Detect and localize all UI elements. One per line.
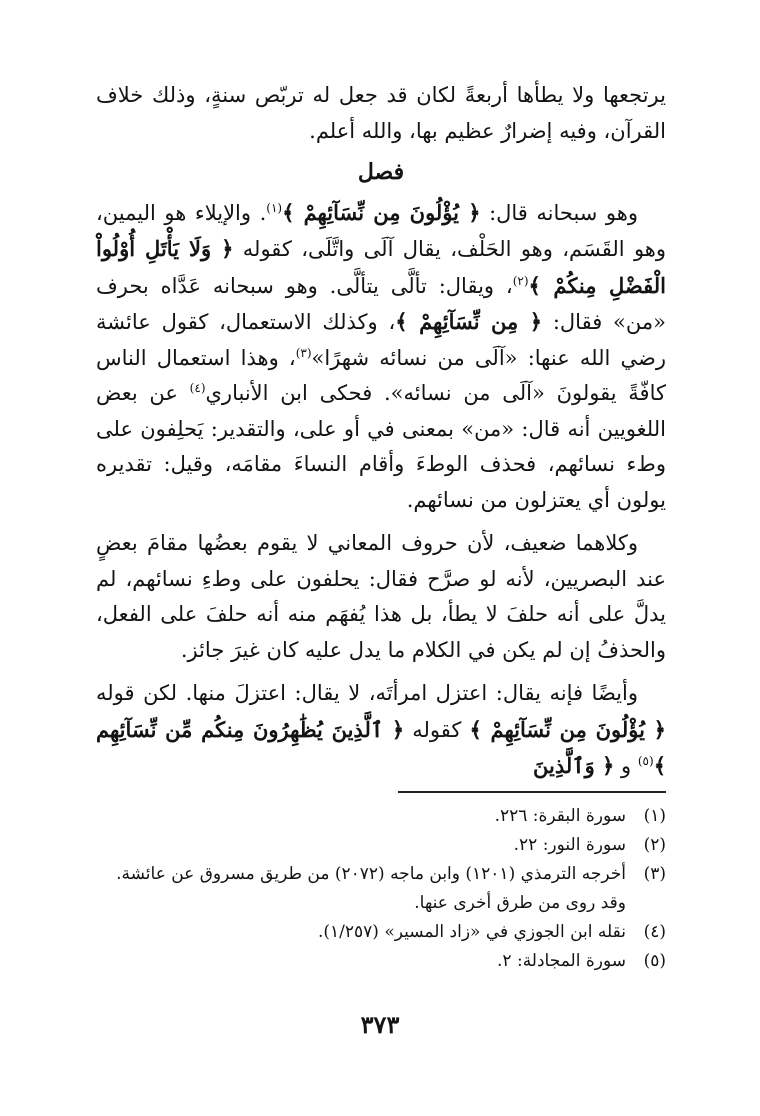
footnote-text: سورة البقرة: ٢٢٦. — [494, 806, 626, 826]
page-number: ٣٧٣ — [360, 1010, 400, 1039]
text-run: و — [614, 754, 638, 778]
quran-verse: ﴿ يُؤْلُونَ مِن نِّسَآئِهِمْ ﴾ — [282, 199, 481, 225]
footnote-5 — [96, 947, 666, 976]
main-text — [96, 78, 666, 785]
footnotes — [96, 802, 666, 976]
footnote-ref[interactable]: (٤) — [189, 381, 206, 395]
footnote-1 — [96, 802, 666, 831]
footnote-ref[interactable]: (٢) — [512, 273, 529, 288]
footnote-number: (٢) — [643, 835, 666, 855]
footnote-number: (٤) — [643, 922, 666, 942]
footnote-3 — [96, 860, 666, 889]
footnote-ref[interactable]: (٥) — [637, 754, 654, 768]
footnote-number: (٥) — [643, 951, 666, 971]
footnote-2 — [96, 831, 666, 860]
quran-verse: ﴿ ٱلَّذِينَ يُظَٰهِرُونَ مِنكُم مِّن نِّسَآئِهِم ﴾ — [96, 716, 666, 778]
quran-verse: ﴿ يُؤْلُونَ مِن نِّسَآئِهِمْ ﴾ — [469, 716, 666, 742]
paragraph-4 — [96, 676, 666, 785]
footnote-text: نقله ابن الجوزي في «زاد المسير» (١/٢٥٧). — [317, 922, 626, 942]
footnote-text: سورة النور: ٢٢. — [513, 835, 626, 855]
text-run: وأيضًا فإنه يقال: اعتزل امرأتَه، لا يقال: اعتزلَ منها. لكن قوله — [96, 681, 638, 705]
text-run: ، وكذلك الاستعمال، كقول عائشة رضي الله عنها: «آلَى من نسائه شهرًا» — [96, 310, 666, 370]
quran-verse: ﴿ مِن نِّسَآئِهِمْ ﴾ — [395, 309, 543, 334]
footnote-3-continuation: وقد روى من طرق أخرى عنها. — [414, 893, 626, 913]
footnote-number: (٣) — [643, 864, 666, 884]
footnote-divider — [398, 791, 666, 793]
footnote-number: (١) — [643, 806, 666, 826]
footnote-4 — [96, 918, 666, 947]
text-run: . والإيلاء هو اليمين، وهو القَسَم، وهو الحَلْف، يقال آلَى واتَّلَى، كقوله — [96, 200, 667, 261]
section-heading: فصل — [357, 159, 405, 185]
footnote-text: أخرجه الترمذي (١٢٠١) وابن ماجه (٢٠٧٢) من طريق مسروق عن عائشة. — [116, 864, 626, 884]
text-run: ، ويقال: تألَّى يتألَّى. وهو سبحانه عَدَّاه بحرف «من» فقال: — [96, 273, 666, 334]
quran-verse: ﴿ وَٱلَّذِينَ — [533, 753, 615, 778]
footnote-text: سورة المجادلة: ٢. — [497, 951, 626, 971]
text-run: كقوله — [404, 717, 470, 742]
paragraph-3: وكلاهما ضعيف، لأن حروف المعاني لا يقوم بعضُها مقامَ بعضٍ عند البصريين، لأنه لو صرَّح فقال: يحلفون على وطءِ نسائهم، لم يدلَّ على أنه حلفَ لا يطأ، بل هذا يُفهَم منه أنه حلفَ على الفعل، والحذفُ إن لم يكن في الكلام ما يدل عليه كان غيرَ جائز. — [96, 531, 666, 662]
footnote-ref[interactable]: (١) — [266, 200, 283, 215]
text-run: وهو سبحانه قال: — [480, 200, 638, 225]
paragraph-1: يرتجعها ولا يطأها أربعةً لكان قد جعل له تربّص سنةٍ، وذلك خلاف القرآن، وفيه إضرارٌ عظيم بها، والله أعلم. — [96, 83, 666, 143]
paragraph-2 — [96, 195, 666, 519]
footnote-ref[interactable]: (٣) — [295, 345, 312, 360]
quran-verse: ﴿ وَلَا يَأْتَلِ أُوْلُواْ الْفَضْلِ مِنكُمْ ﴾ — [96, 236, 666, 298]
text-run: ، وهذا استعمال الناس كافّةً يقولونَ «آلَى من نسائه». فحكى ابن الأنباري — [96, 345, 666, 405]
text-run: عن بعض اللغويين أنه قال: «من» بمعنى في أو على، والتقدير: يَحلِفون على وطء نسائهم، فحذف الوطءَ وأقام النساءَ مقامَه، وقيل: تقديره يولون أي يعتزلون من نسائهم. — [96, 381, 666, 512]
